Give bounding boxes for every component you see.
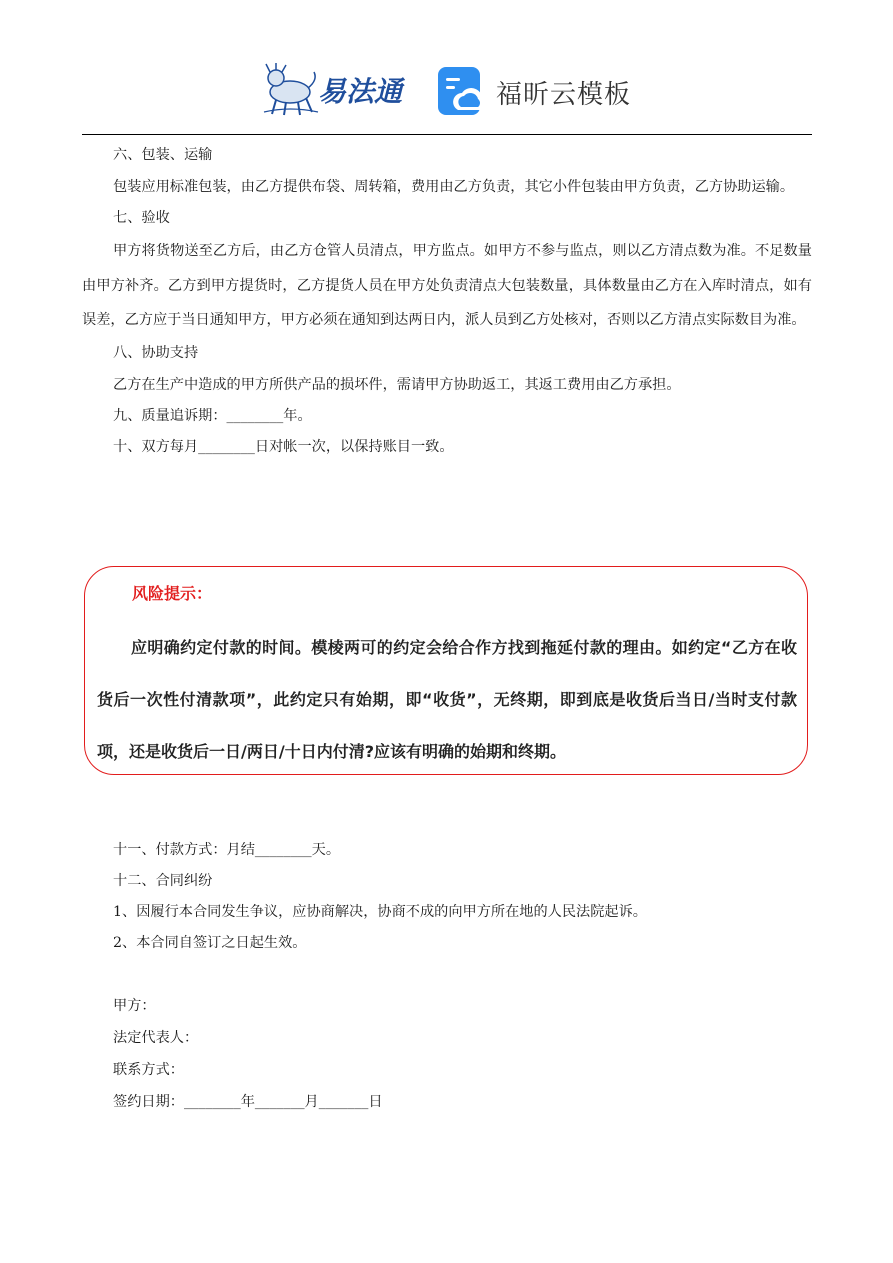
party-a-label: 甲方： bbox=[113, 998, 156, 1014]
header-divider bbox=[82, 134, 812, 135]
section-7-body: 甲方将货物送至乙方后，由乙方仓管人员清点，甲方监点。如甲方不参与监点，则以乙方清点数为准。不足数量由甲方补齐。乙方到甲方提货时，乙方提货人员在甲方处负责清点大包装数量，具体数量由乙方在入库时清点，如有误差，乙方应于当日通知甲方，甲方必须在通知到达两日内，派人员到乙方处核对，否则以乙方清点实际数目为准。 bbox=[82, 243, 812, 328]
contract-body bbox=[82, 140, 812, 463]
section-9: 九、质量追诉期：________年。 bbox=[113, 407, 312, 424]
section-10: 十、双方每月________日对帐一次，以保持账目一致。 bbox=[113, 438, 454, 455]
cloud-document-icon bbox=[436, 66, 486, 116]
legal-rep-label: 法定代表人： bbox=[113, 1030, 199, 1046]
logo-right-text: 福昕云模板 bbox=[496, 80, 632, 110]
section-8-title: 八、协助支持 bbox=[113, 344, 199, 361]
yifatong-logo bbox=[262, 62, 422, 118]
section-12-item-2: 2、本合同自签订之日起生效。 bbox=[113, 935, 307, 951]
section-7-title: 七、验收 bbox=[113, 210, 170, 226]
section-6-title: 六、包装、运输 bbox=[113, 147, 213, 163]
risk-tip-body: 应明确约定付款的时间。模棱两可的约定会给合作方找到拖延付款的理由。如约定“乙方在收货后一次性付清款项”，此约定只有始期，即“收货”，无终期，即到底是收货后当日/当时支付款项，还是收货后一日/两日/十日内付清?应该有明确的始期和终期。 bbox=[97, 638, 797, 761]
section-11: 十一、付款方式：月结________天。 bbox=[113, 842, 341, 858]
foxit-logo bbox=[436, 66, 636, 118]
section-8-body: 乙方在生产中造成的甲方所供产品的损坏件，需请甲方协助返工，其返工费用由乙方承担。 bbox=[113, 376, 681, 393]
risk-tip-box bbox=[84, 566, 808, 775]
section-12-title: 十二、合同纠纷 bbox=[113, 873, 213, 889]
risk-tip-title: 风险提示： bbox=[132, 584, 213, 603]
page-header bbox=[0, 58, 893, 124]
sign-date-label: 签约日期：________年_______月_______日 bbox=[113, 1094, 383, 1110]
logo-left-text: 易法通 bbox=[318, 75, 403, 108]
qilin-icon bbox=[262, 62, 320, 118]
signature-block bbox=[113, 990, 383, 1118]
section-6-body: 包装应用标准包装，由乙方提供布袋、周转箱，费用由乙方负责，其它小件包装由甲方负责，乙方协助运输。 bbox=[113, 179, 795, 195]
contact-label: 联系方式： bbox=[113, 1062, 184, 1078]
contract-body-lower bbox=[82, 835, 812, 959]
section-12-item-1: 1、因履行本合同发生争议，应协商解决，协商不成的向甲方所在地的人民法院起诉。 bbox=[113, 904, 647, 920]
